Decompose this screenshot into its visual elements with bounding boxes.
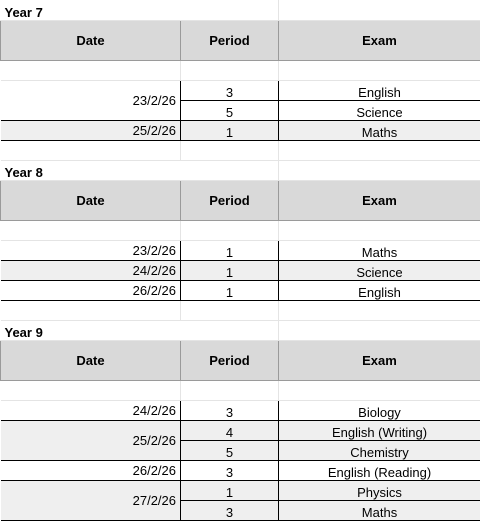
year8-date-cell[interactable]: 26/2/26 [1, 280, 181, 300]
year8-title[interactable]: Year 8 [1, 160, 181, 180]
cell[interactable] [279, 60, 480, 80]
cell[interactable] [1, 300, 181, 320]
year9-date-header[interactable]: Date [1, 340, 181, 380]
year8-date-cell[interactable]: 23/2/26 [1, 240, 181, 260]
year9-period-cell[interactable]: 1 [181, 480, 279, 500]
year9-period-header[interactable]: Period [181, 340, 279, 380]
year9-exam-cell[interactable]: Maths [279, 500, 480, 520]
year7-period-cell[interactable]: 1 [181, 120, 279, 140]
year7-date-cell[interactable]: 25/2/26 [1, 120, 181, 140]
table-row [1, 240, 480, 260]
cell[interactable] [1, 140, 181, 160]
year9-date-cell[interactable]: 26/2/26 [1, 460, 181, 480]
cell[interactable] [181, 60, 279, 80]
year8-exam-cell[interactable]: Maths [279, 240, 480, 260]
year8-period-header[interactable]: Period [181, 180, 279, 220]
year8-exam-cell[interactable]: Science [279, 260, 480, 280]
year9-exam-cell[interactable]: Biology [279, 400, 480, 420]
cell[interactable] [181, 140, 279, 160]
cell[interactable] [1, 60, 181, 80]
year9-period-cell[interactable]: 3 [181, 460, 279, 480]
table-row [1, 420, 480, 440]
cell[interactable] [181, 380, 279, 400]
year9-date-cell[interactable]: 27/2/26 [1, 480, 181, 520]
table-row [1, 460, 480, 480]
year7-period-header[interactable]: Period [181, 20, 279, 60]
year8-date-header[interactable]: Date [1, 180, 181, 220]
year7-exam-cell[interactable]: Maths [279, 120, 480, 140]
table-row [1, 400, 480, 420]
cell[interactable] [181, 300, 279, 320]
cell[interactable] [181, 220, 279, 240]
cell[interactable] [279, 160, 480, 180]
cell[interactable] [1, 220, 181, 240]
year9-exam-cell[interactable]: Physics [279, 480, 480, 500]
year7-exam-cell[interactable]: Science [279, 100, 480, 120]
year9-period-cell[interactable]: 3 [181, 400, 279, 420]
year7-exam-header[interactable]: Exam [279, 20, 480, 60]
year9-exam-cell[interactable]: Chemistry [279, 440, 480, 460]
table-row [1, 120, 480, 140]
cell[interactable] [279, 0, 480, 20]
year8-period-cell[interactable]: 1 [181, 240, 279, 260]
year8-period-cell[interactable]: 1 [181, 280, 279, 300]
cell[interactable] [1, 380, 181, 400]
year9-title[interactable]: Year 9 [1, 320, 181, 340]
cell[interactable] [181, 160, 279, 180]
cell[interactable] [279, 140, 480, 160]
cell[interactable] [181, 320, 279, 340]
cell[interactable] [279, 220, 480, 240]
cell[interactable] [279, 320, 480, 340]
year9-exam-cell[interactable]: English (Reading) [279, 460, 480, 480]
table-row [1, 280, 480, 300]
table-row [1, 480, 480, 500]
table-row [1, 260, 480, 280]
year7-period-cell[interactable]: 3 [181, 80, 279, 100]
year7-exam-cell[interactable]: English [279, 80, 480, 100]
cell[interactable] [279, 300, 480, 320]
year7-date-cell[interactable]: 23/2/26 [1, 80, 181, 120]
year8-exam-header[interactable]: Exam [279, 180, 480, 220]
year7-date-header[interactable]: Date [1, 20, 181, 60]
table-row [1, 80, 480, 100]
year9-date-cell[interactable]: 25/2/26 [1, 420, 181, 460]
year7-period-cell[interactable]: 5 [181, 100, 279, 120]
year7-title[interactable]: Year 7 [1, 0, 181, 20]
year9-date-cell[interactable]: 24/2/26 [1, 400, 181, 420]
cell[interactable] [279, 380, 480, 400]
year8-period-cell[interactable]: 1 [181, 260, 279, 280]
year8-exam-cell[interactable]: English [279, 280, 480, 300]
year9-exam-cell[interactable]: English (Writing) [279, 420, 480, 440]
year9-exam-header[interactable]: Exam [279, 340, 480, 380]
year9-period-cell[interactable]: 3 [181, 500, 279, 520]
year9-period-cell[interactable]: 4 [181, 420, 279, 440]
cell[interactable] [181, 0, 279, 20]
year8-date-cell[interactable]: 24/2/26 [1, 260, 181, 280]
year9-period-cell[interactable]: 5 [181, 440, 279, 460]
